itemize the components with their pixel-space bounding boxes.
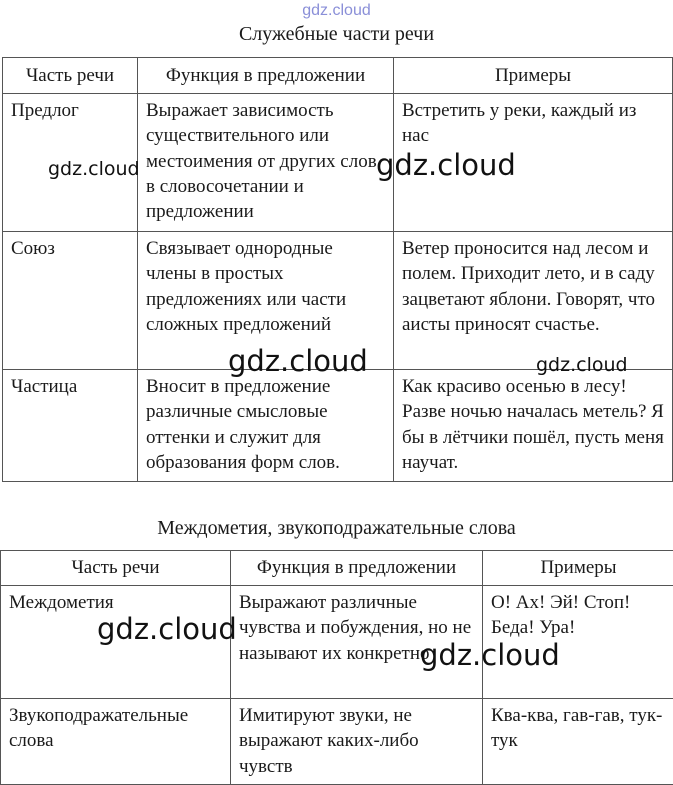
cell-part: Звукоподражательные слова <box>1 699 231 785</box>
watermark: gdz.cloud <box>420 638 560 672</box>
watermark: gdz.cloud <box>48 158 140 180</box>
cell-examples: Ква-ква, гав-гав, тук-тук <box>483 699 673 785</box>
table1-caption: Служебные части речи <box>238 23 435 45</box>
column-header-part: Часть речи <box>1 551 231 586</box>
watermark: gdz.cloud <box>376 148 516 182</box>
table-row <box>1 699 673 785</box>
column-header-function: Функция в предложении <box>138 58 394 94</box>
watermark: gdz.cloud <box>536 354 628 376</box>
cell-examples: О! Ах! Эй! Стоп! Беда! Ура! <box>483 586 673 699</box>
table2-caption: Междометия, звукоподражательные слова <box>157 517 516 539</box>
watermark: gdz.cloud <box>228 344 368 378</box>
table-header-row <box>1 551 673 586</box>
interjections-table <box>0 550 673 785</box>
cell-part: Союз <box>3 232 138 370</box>
cell-function: Выражают различные чувства и побуждения, но не называют их конкретно <box>231 586 483 699</box>
column-header-examples: Примеры <box>394 58 673 94</box>
cell-examples: Встретить у реки, каждый из нас <box>394 94 673 232</box>
cell-examples: Ветер проносится над лесом и полем. Приходит лето, и в саду зацветают яблони. Говорят, что аисты приносят счастье. <box>394 232 673 370</box>
cell-part: Междометия <box>1 586 231 699</box>
column-header-part: Часть речи <box>3 58 138 94</box>
cell-part: Частица <box>3 370 138 482</box>
column-header-examples: Примеры <box>483 551 673 586</box>
cell-function: Связывает однородные члены в простых предложениях или части сложных предложений <box>138 232 394 370</box>
cell-function: Имитируют звуки, не выражают каких-либо чувств <box>231 699 483 785</box>
column-header-function: Функция в предложении <box>231 551 483 586</box>
service-parts-table <box>2 57 673 482</box>
watermark: gdz.cloud <box>97 612 237 646</box>
site-header-watermark: gdz.cloud <box>302 2 371 19</box>
table-row <box>3 370 673 482</box>
cell-function: Вносит в предложение различные смысловые оттенки и служит для образования форм слов. <box>138 370 394 482</box>
table-header-row <box>3 58 673 94</box>
cell-function: Выражает зависимость существительного или местоимения от других слов в словосочетании и предложении <box>138 94 394 232</box>
cell-part: Предлог <box>3 94 138 232</box>
cell-examples: Как красиво осенью в лесу! Разве ночью началась метель? Я бы в лётчики пошёл, пусть меня научат. <box>394 370 673 482</box>
